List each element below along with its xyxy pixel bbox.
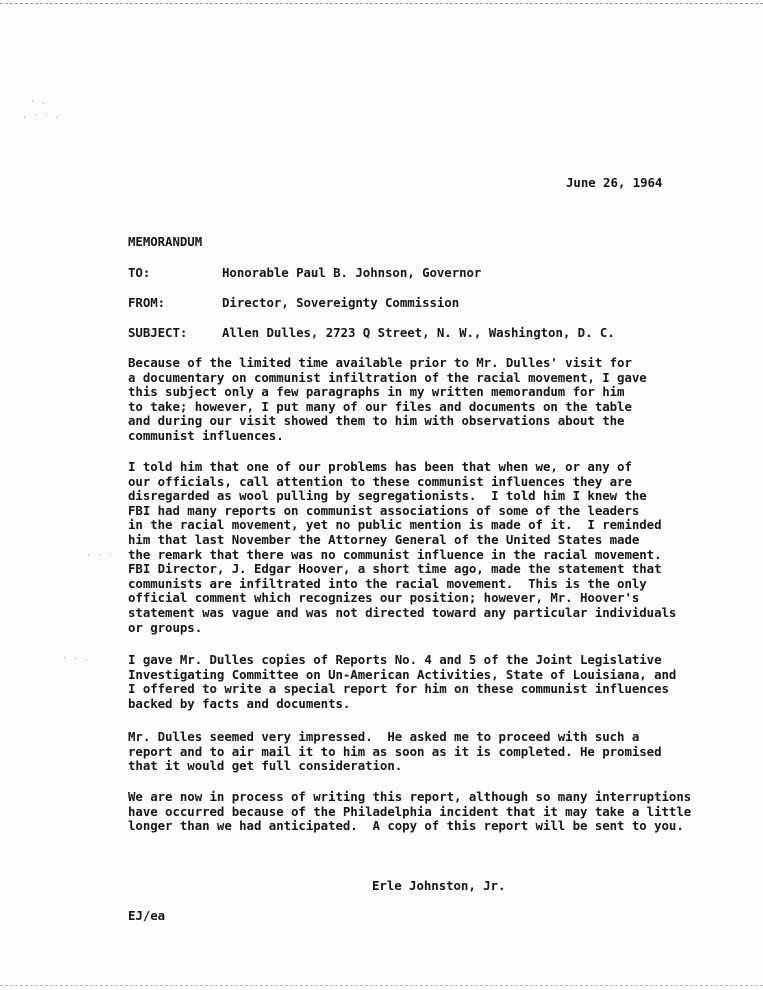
- body-line: a documentary on communist infiltration of the racial movement, I gave: [128, 369, 647, 385]
- subject-value: Allen Dulles, 2723 Q Street, N. W., Washington, D. C.: [222, 325, 615, 340]
- body-line: Investigating Committee on Un-American Activities, State of Louisiana, and: [128, 666, 677, 682]
- body-line: backed by facts and documents.: [128, 695, 351, 711]
- body-line: communists are infiltrated into the racial movement. This is the only: [128, 575, 647, 591]
- body-line: Because of the limited time available prior to Mr. Dulles' visit for: [128, 355, 632, 370]
- body-line: or groups.: [128, 619, 203, 635]
- typist-initials: EJ/ea: [128, 908, 166, 923]
- signature-name: Erle Johnston, Jr.: [372, 878, 506, 893]
- body-line: disregarded as wool pulling by segregationists. I told him I knew the: [128, 488, 647, 504]
- body-line: communist influences.: [128, 427, 284, 443]
- body-line: Mr. Dulles seemed very impressed. He asked me to proceed with such a: [128, 729, 640, 744]
- scan-speck: · .: [30, 97, 47, 107]
- body-line: him that last November the Attorney General of the United States made: [128, 531, 640, 547]
- scan-speck: · · .: [62, 654, 90, 664]
- body-paragraph-5: [128, 790, 691, 834]
- body-line: this subject only a few paragraphs in my written memorandum for him: [128, 384, 625, 400]
- memo-heading: MEMORANDUM: [128, 234, 203, 249]
- page-top-edge: [0, 3, 763, 4]
- body-line: FBI Director, J. Edgar Hoover, a short time ago, made the statement that: [128, 561, 662, 577]
- body-line: I told him that one of our problems has been that when we, or any of: [128, 459, 632, 474]
- scan-speck: · · ·: [86, 551, 114, 561]
- body-paragraph-1: [128, 356, 647, 444]
- body-line: I gave Mr. Dulles copies of Reports No. 4 and 5 of the Joint Legislative: [128, 652, 662, 667]
- body-line: have occurred because of the Philadelphia incident that it may take a little: [128, 803, 692, 819]
- to-label: TO:: [128, 265, 151, 280]
- scan-speck: . · · .: [22, 111, 60, 121]
- to-value: Honorable Paul B. Johnson, Governor: [222, 265, 482, 280]
- body-line: and during our visit showed them to him with observations about the: [128, 413, 625, 429]
- subject-label: SUBJECT:: [128, 325, 188, 340]
- body-line: to take; however, I put many of our files and documents on the table: [128, 398, 632, 414]
- from-label: FROM:: [128, 295, 166, 310]
- body-line: longer than we had anticipated. A copy of this report will be sent to you.: [128, 818, 684, 834]
- body-paragraph-4: [128, 730, 662, 774]
- body-line: in the racial movement, yet no public mention is made of it. I reminded: [128, 517, 662, 533]
- memo-date: June 26, 1964: [566, 175, 663, 190]
- body-line: our officials, call attention to these communist influences they are: [128, 473, 632, 489]
- body-line: that it would get full consideration.: [128, 758, 403, 774]
- page-bottom-edge: [0, 985, 763, 986]
- body-line: We are now in process of writing this report, although so many interruptions: [128, 789, 692, 804]
- body-paragraph-2: [128, 460, 676, 635]
- body-line: report and to air mail it to him as soon as it is completed. He promised: [128, 743, 662, 759]
- body-line: FBI had many reports on communist associations of some of the leaders: [128, 502, 640, 518]
- body-line: statement was vague and was not directed toward any particular individuals: [128, 604, 677, 620]
- body-line: I offered to write a special report for him on these communist influences: [128, 681, 669, 697]
- body-line: the remark that there was no communist influence in the racial movement.: [128, 546, 662, 562]
- body-paragraph-3: [128, 653, 676, 711]
- body-line: official comment which recognizes our position; however, Mr. Hoover's: [128, 590, 640, 606]
- from-value: Director, Sovereignty Commission: [222, 295, 460, 310]
